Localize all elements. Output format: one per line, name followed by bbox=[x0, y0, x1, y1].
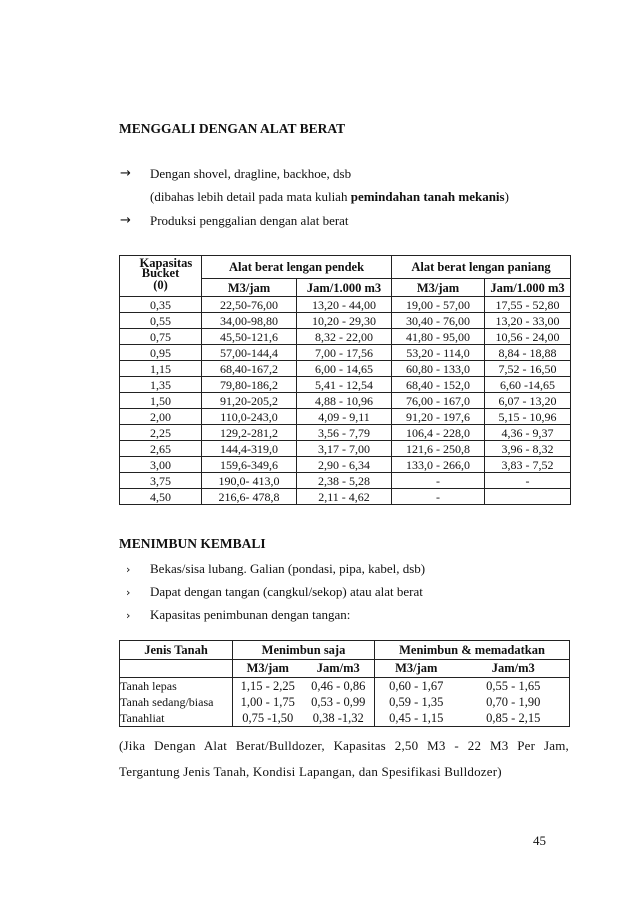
right-arrow-icon: → bbox=[120, 166, 131, 181]
short-m3-per-hour-cell: 129,2-281,2 bbox=[202, 425, 297, 441]
soil-type-cell: Tanah lepas bbox=[120, 678, 233, 695]
long-hours-cell: 3,83 - 7,52 bbox=[485, 457, 571, 473]
backfill-capacity-table bbox=[119, 640, 570, 727]
long-hours-cell: 17,55 - 52,80 bbox=[485, 297, 571, 313]
bucket-capacity-cell: 2,00 bbox=[120, 409, 202, 425]
table-row bbox=[120, 313, 571, 329]
short-m3-per-hour-cell: 34,00-98,80 bbox=[202, 313, 297, 329]
section-title-excavation: MENGGALI DENGAN ALAT BERAT bbox=[119, 121, 346, 136]
bullet-text: Dengan shovel, dragline, backhoe, dsb bbox=[150, 166, 352, 181]
empty-cell bbox=[120, 660, 233, 678]
bucket-capacity-cell: 0,35 bbox=[120, 297, 202, 313]
short-m3-per-hour-cell: 216,6- 478,8 bbox=[202, 489, 297, 505]
bullet-text: Produksi penggalian dengan alat berat bbox=[150, 213, 349, 228]
long-m3-per-hour-cell: 60,80 - 133,0 bbox=[392, 361, 485, 377]
subheader-m3-per-hour: M3/jam bbox=[233, 660, 303, 678]
short-m3-per-hour-cell: 91,20-205,2 bbox=[202, 393, 297, 409]
compact-m3-per-hour-cell: 0,59 - 1,35 bbox=[389, 694, 444, 709]
table-row bbox=[120, 710, 570, 727]
bucket-capacity-cell: 1,15 bbox=[120, 361, 202, 377]
long-m3-per-hour-cell: 30,40 - 76,00 bbox=[392, 313, 485, 329]
compact-hours-cell: 0,85 - 2,15 bbox=[458, 710, 570, 727]
bullet-text: Bekas/sisa lubang. Galian (pondasi, pipa, kabel, dsb) bbox=[150, 561, 426, 576]
subheader-hours-per-m3: Jam/m3 bbox=[303, 660, 375, 678]
table-row bbox=[120, 361, 571, 377]
long-m3-per-hour-cell: 68,40 - 152,0 bbox=[392, 377, 485, 393]
section-title-backfill: MENIMBUN KEMBALI bbox=[119, 536, 266, 551]
subheader-m3-per-hour: M3/jam bbox=[375, 660, 458, 678]
long-hours-cell: - bbox=[485, 473, 571, 489]
table-row bbox=[120, 489, 571, 505]
short-hours-cell: 3,56 - 7,79 bbox=[297, 425, 392, 441]
course-note-prefix: (dibahas lebih detail pada mata kuliah bbox=[150, 189, 351, 204]
short-hours-cell: 2,90 - 6,34 bbox=[297, 457, 392, 473]
bullet-text: Kapasitas penimbunan dengan tangan: bbox=[150, 607, 351, 622]
right-arrow-icon: → bbox=[120, 213, 131, 228]
table-row bbox=[120, 694, 570, 710]
table-body bbox=[120, 678, 570, 727]
fill-hours-cell: 0,53 - 0,99 bbox=[303, 694, 375, 710]
short-hours-cell: 4,88 - 10,96 bbox=[297, 393, 392, 409]
bucket-capacity-cell: 0,95 bbox=[120, 345, 202, 361]
short-hours-cell: 6,00 - 14,65 bbox=[297, 361, 392, 377]
bucket-capacity-cell: 1,50 bbox=[120, 393, 202, 409]
fill-m3-per-hour-cell: 1,15 - 2,25 bbox=[240, 678, 295, 693]
long-hours-cell: 13,20 - 33,00 bbox=[485, 313, 571, 329]
bulldozer-note-line1: (Jika Dengan Alat Berat/Bulldozer, Kapasitas 2,50 M3 - 22 M3 Per Jam, bbox=[119, 738, 569, 753]
excavation-production-table bbox=[119, 255, 571, 505]
table-row bbox=[120, 345, 571, 361]
table-header-row bbox=[120, 641, 570, 660]
short-hours-cell: 2,38 - 5,28 bbox=[297, 473, 392, 489]
table-subheader-row bbox=[120, 660, 570, 678]
fill-m3-per-hour-cell: 0,75 -1,50 bbox=[233, 710, 303, 727]
long-m3-per-hour-cell: - bbox=[392, 473, 485, 489]
chevron-right-icon: › bbox=[126, 586, 131, 599]
long-m3-per-hour-cell: 121,6 - 250,8 bbox=[392, 441, 485, 457]
short-hours-cell: 8,32 - 22,00 bbox=[297, 329, 392, 345]
table-row bbox=[120, 457, 571, 473]
table-row bbox=[120, 678, 570, 695]
table-row bbox=[120, 441, 571, 457]
long-m3-per-hour-cell: 133,0 - 266,0 bbox=[392, 457, 485, 473]
short-hours-cell: 5,41 - 12,54 bbox=[297, 377, 392, 393]
compact-hours-cell: 0,70 - 1,90 bbox=[458, 694, 570, 710]
table-row bbox=[120, 473, 571, 489]
short-hours-cell: 3,17 - 7,00 bbox=[297, 441, 392, 457]
course-note bbox=[150, 189, 509, 205]
soil-type-cell: Tanah sedang/biasa bbox=[120, 694, 233, 710]
short-m3-per-hour-cell: 68,40-167,2 bbox=[202, 361, 297, 377]
chevron-right-icon: › bbox=[126, 563, 131, 576]
short-m3-per-hour-cell: 110,0-243,0 bbox=[202, 409, 297, 425]
capacity-unit: (0) bbox=[153, 278, 168, 292]
course-name: pemindahan tanah mekanis bbox=[350, 189, 505, 204]
fill-m3-per-hour-cell: 1,00 - 1,75 bbox=[240, 694, 295, 709]
long-hours-cell: 7,52 - 16,50 bbox=[485, 361, 571, 377]
short-hours-cell: 4,09 - 9,11 bbox=[297, 409, 392, 425]
short-m3-per-hour-cell: 22,50-76,00 bbox=[202, 297, 297, 313]
group-header-fill-compact: Menimbun & memadatkan bbox=[375, 641, 570, 660]
table-row bbox=[120, 425, 571, 441]
long-m3-per-hour-cell: 41,80 - 95,00 bbox=[392, 329, 485, 345]
long-hours-cell: 10,56 - 24,00 bbox=[485, 329, 571, 345]
table-row bbox=[120, 409, 571, 425]
capacity-header bbox=[120, 256, 202, 297]
table-row bbox=[120, 377, 571, 393]
subheader-hours-per-1000m3: Jam/1.000 m3 bbox=[485, 279, 571, 297]
short-m3-per-hour-cell: 144,4-319,0 bbox=[202, 441, 297, 457]
fill-hours-cell: 0,46 - 0,86 bbox=[303, 678, 375, 695]
long-m3-per-hour-cell: 76,00 - 167,0 bbox=[392, 393, 485, 409]
long-m3-per-hour-cell: 91,20 - 197,6 bbox=[392, 409, 485, 425]
compact-hours-cell: 0,55 - 1,65 bbox=[458, 678, 570, 695]
group-header-long-arm: Alat berat lengan paniang bbox=[392, 256, 571, 279]
capacity-header-label: Kapasitas Bucket bbox=[139, 256, 193, 280]
long-hours-cell: 8,84 - 18,88 bbox=[485, 345, 571, 361]
bulldozer-note-line2: Tergantung Jenis Tanah, Kondisi Lapangan, dan Spesifikasi Bulldozer) bbox=[119, 764, 502, 779]
short-m3-per-hour-cell: 45,50-121,6 bbox=[202, 329, 297, 345]
compact-m3-per-hour-cell: 0,60 - 1,67 bbox=[389, 678, 444, 693]
course-note-suffix: ) bbox=[504, 189, 509, 204]
long-hours-cell: 6,60 -14,65 bbox=[485, 377, 571, 393]
subheader-hours-per-1000m3: Jam/1.000 m3 bbox=[297, 279, 392, 297]
bucket-capacity-cell: 2,65 bbox=[120, 441, 202, 457]
bucket-capacity-cell: 1,35 bbox=[120, 377, 202, 393]
bucket-capacity-cell: 0,55 bbox=[120, 313, 202, 329]
bucket-capacity-cell: 0,75 bbox=[120, 329, 202, 345]
table-body bbox=[120, 297, 571, 505]
long-hours-cell: 4,36 - 9,37 bbox=[485, 425, 571, 441]
long-m3-per-hour-cell: - bbox=[392, 489, 485, 505]
long-hours-cell: 5,15 - 10,96 bbox=[485, 409, 571, 425]
soil-type-header: Jenis Tanah bbox=[120, 641, 233, 660]
chevron-right-icon: › bbox=[126, 609, 131, 622]
short-hours-cell: 7,00 - 17,56 bbox=[297, 345, 392, 361]
bucket-capacity-cell: 4,50 bbox=[120, 489, 202, 505]
table-header-row bbox=[120, 256, 571, 279]
long-m3-per-hour-cell: 106,4 - 228,0 bbox=[392, 425, 485, 441]
short-m3-per-hour-cell: 57,00-144,4 bbox=[202, 345, 297, 361]
group-header-short-arm: Alat berat lengan pendek bbox=[202, 256, 392, 279]
short-m3-per-hour-cell: 159,6-349,6 bbox=[202, 457, 297, 473]
short-hours-cell: 10,20 - 29,30 bbox=[297, 313, 392, 329]
long-hours-cell bbox=[485, 489, 571, 505]
group-header-fill-only: Menimbun saja bbox=[233, 641, 375, 660]
short-m3-per-hour-cell: 79,80-186,2 bbox=[202, 377, 297, 393]
long-m3-per-hour-cell: 53,20 - 114,0 bbox=[392, 345, 485, 361]
table-row bbox=[120, 393, 571, 409]
short-hours-cell: 2,11 - 4,62 bbox=[297, 489, 392, 505]
long-hours-cell: 3,96 - 8,32 bbox=[485, 441, 571, 457]
subheader-m3-per-hour: M3/jam bbox=[202, 279, 297, 297]
soil-type-cell: Tanahliat bbox=[120, 710, 233, 727]
long-hours-cell: 6,07 - 13,20 bbox=[485, 393, 571, 409]
short-m3-per-hour-cell: 190,0- 413,0 bbox=[202, 473, 297, 489]
subheader-hours-per-m3: Jam/m3 bbox=[458, 660, 570, 678]
page-number: 45 bbox=[533, 833, 546, 848]
bullet-text: Dapat dengan tangan (cangkul/sekop) atau alat berat bbox=[150, 584, 423, 599]
table-row bbox=[120, 329, 571, 345]
bucket-capacity-cell: 3,00 bbox=[120, 457, 202, 473]
short-hours-cell: 13,20 - 44,00 bbox=[297, 297, 392, 313]
fill-hours-cell: 0,38 -1,32 bbox=[303, 710, 375, 727]
compact-m3-per-hour-cell: 0,45 - 1,15 bbox=[375, 710, 458, 727]
bucket-capacity-cell: 3,75 bbox=[120, 473, 202, 489]
subheader-m3-per-hour: M3/jam bbox=[392, 279, 485, 297]
table-row bbox=[120, 297, 571, 313]
long-m3-per-hour-cell: 19,00 - 57,00 bbox=[392, 297, 485, 313]
bucket-capacity-cell: 2,25 bbox=[120, 425, 202, 441]
